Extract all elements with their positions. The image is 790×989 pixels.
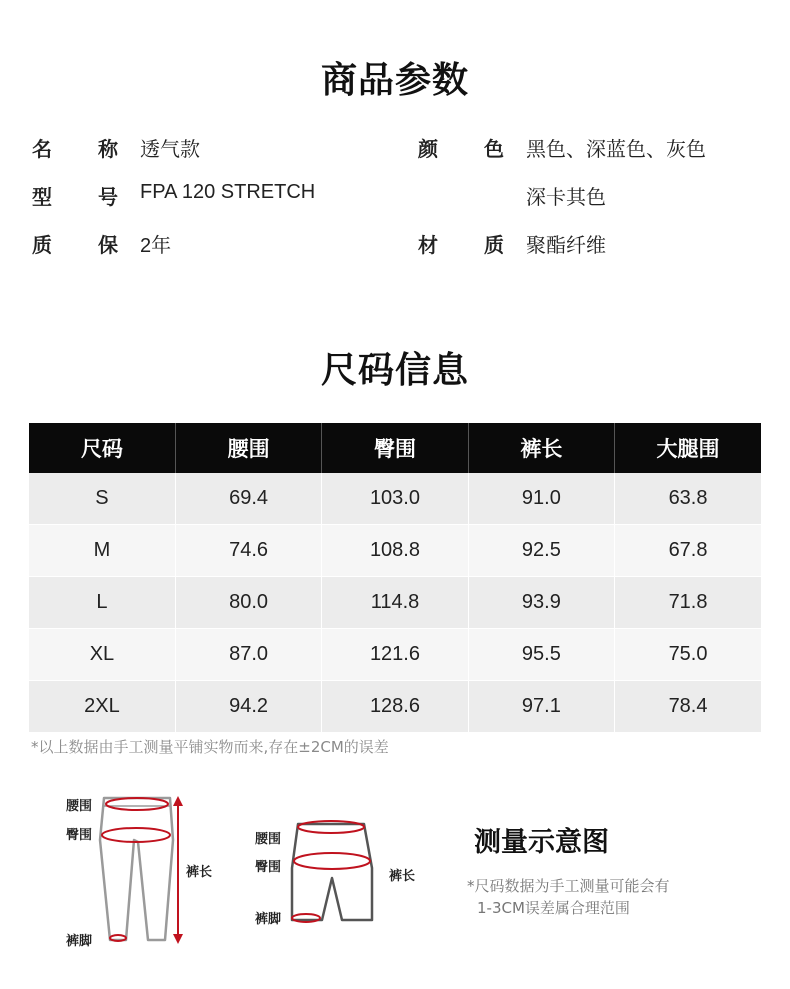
- param-name-value: 透气款: [140, 139, 200, 161]
- table-cell: 63.8: [615, 473, 761, 525]
- table-row: [29, 525, 761, 577]
- table-row: [29, 473, 761, 525]
- header-length: 裤长: [468, 423, 614, 473]
- measure-title: 测量示意图: [474, 827, 609, 858]
- shorts-hip-label: 臀围: [255, 860, 282, 875]
- table-cell: 69.4: [175, 473, 321, 525]
- table-cell: L: [29, 577, 175, 629]
- table-cell: XL: [29, 629, 175, 681]
- shorts-length-label: 裤长: [389, 869, 416, 884]
- size-title: 尺码信息: [320, 350, 469, 391]
- table-cell: 103.0: [322, 473, 468, 525]
- table-cell: 92.5: [468, 525, 614, 577]
- table-row: [29, 681, 761, 733]
- header-thigh: 大腿围: [615, 423, 761, 473]
- long-pants-length-label: 裤长: [186, 865, 213, 880]
- long-pants-waist-label: 腰围: [66, 799, 93, 814]
- table-cell: 75.0: [615, 629, 761, 681]
- measure-note-line: *尺码数据为手工测量可能会有: [467, 877, 670, 895]
- table-cell: 97.1: [468, 681, 614, 733]
- measure-note: [467, 875, 670, 919]
- label-char: 质: [32, 233, 52, 257]
- params-title: 商品参数: [320, 60, 469, 101]
- table-cell: S: [29, 473, 175, 525]
- label-char: 名: [32, 137, 52, 161]
- header-waist: 腰围: [175, 423, 321, 473]
- param-color-value: 黑色、深蓝色、灰色: [526, 139, 706, 161]
- long-pants-hem-label: 裤脚: [66, 934, 93, 949]
- long-pants-hip-label: 臀围: [66, 828, 93, 843]
- table-cell: 93.9: [468, 577, 614, 629]
- param-material-value: 聚酯纤维: [526, 235, 606, 257]
- label-char: 色: [484, 137, 504, 161]
- label-char: 号: [98, 185, 118, 209]
- table-cell: 74.6: [175, 525, 321, 577]
- measure-note-line: 1-3CM误差属合理范围: [477, 899, 630, 917]
- table-cell: 78.4: [615, 681, 761, 733]
- table-cell: 114.8: [322, 577, 468, 629]
- table-cell: 67.8: [615, 525, 761, 577]
- table-cell: 2XL: [29, 681, 175, 733]
- measurement-note: *以上数据由手工测量平铺实物而来,存在±2CM的误差: [31, 738, 389, 756]
- label-char: 型: [32, 185, 52, 209]
- param-model-value: FPA 120 STRETCH: [140, 181, 316, 203]
- size-table: [29, 423, 761, 733]
- table-row: [29, 629, 761, 681]
- table-header-row: [29, 423, 761, 473]
- shorts-waist-label: 腰围: [255, 832, 282, 847]
- table-cell: 80.0: [175, 577, 321, 629]
- param-warranty-value: 2年: [140, 235, 172, 257]
- table-cell: 108.8: [322, 525, 468, 577]
- table-cell: M: [29, 525, 175, 577]
- param-color-value-2: 深卡其色: [526, 187, 606, 209]
- table-cell: 87.0: [175, 629, 321, 681]
- shorts-hem-label: 裤脚: [255, 912, 282, 927]
- label-char: 称: [98, 137, 118, 161]
- table-cell: 95.5: [468, 629, 614, 681]
- table-cell: 91.0: [468, 473, 614, 525]
- long-pants-outline: [100, 798, 173, 940]
- table-cell: 94.2: [175, 681, 321, 733]
- table-cell: 128.6: [322, 681, 468, 733]
- label-char: 质: [484, 233, 504, 257]
- table-row: [29, 577, 761, 629]
- header-hip: 臀围: [322, 423, 468, 473]
- label-char: 保: [98, 233, 118, 257]
- table-cell: 121.6: [322, 629, 468, 681]
- table-cell: 71.8: [615, 577, 761, 629]
- shorts-outline: [292, 824, 372, 920]
- label-char: 材: [418, 233, 438, 257]
- header-size: 尺码: [29, 423, 175, 473]
- label-char: 颜: [418, 137, 438, 161]
